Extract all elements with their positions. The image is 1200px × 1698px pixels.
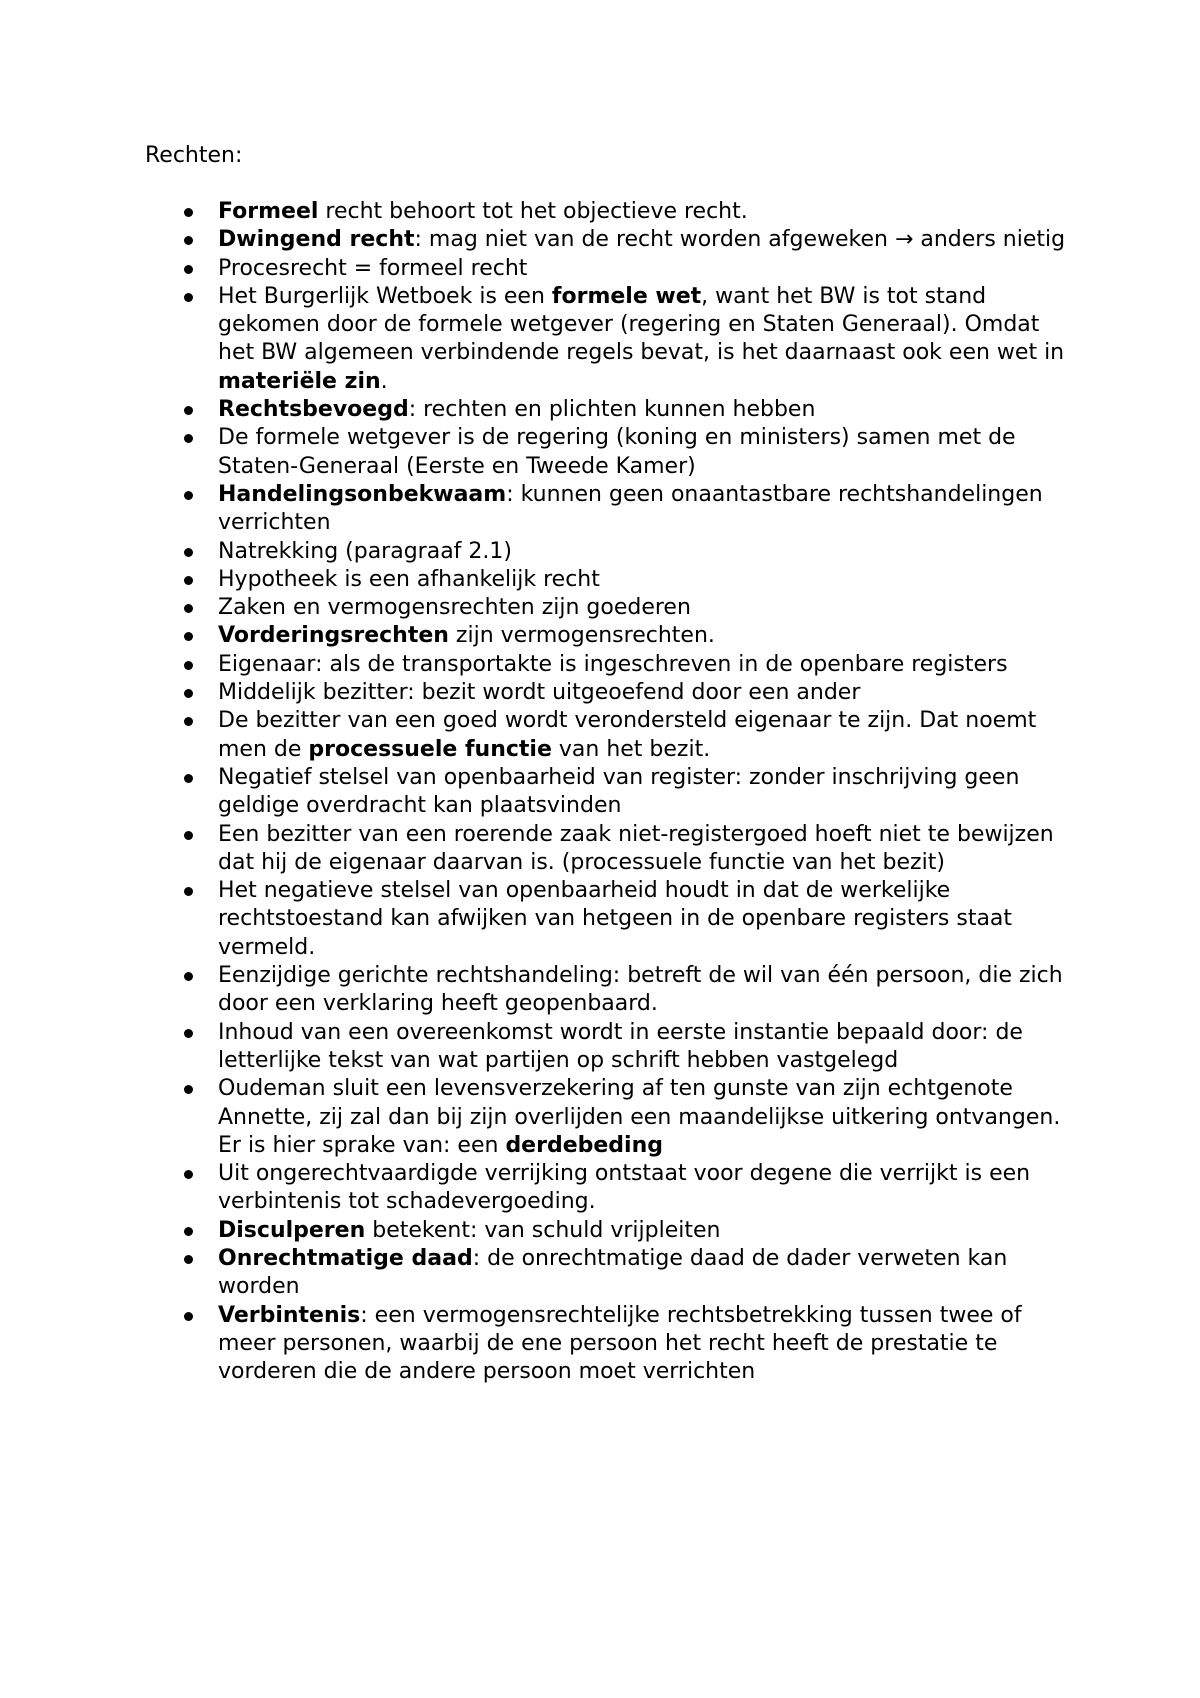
bullet-icon: [184, 632, 193, 641]
text-segment: van het bezit.: [551, 736, 711, 762]
bullet-icon: [184, 434, 193, 443]
bullet-icon: [184, 1227, 193, 1236]
bullet-icon: [184, 491, 193, 500]
list-item-text: [218, 256, 527, 281]
list-item-text: [218, 680, 860, 705]
list-item: [0, 622, 1200, 650]
text-segment: : rechten en plichten kunnen hebben: [408, 397, 816, 423]
text-segment: Uit ongerechtvaardigde verrijking ontstaat voor degene die verrijkt is een verbintenis tot schadevergoeding.: [218, 1161, 1031, 1215]
bullet-icon: [184, 293, 193, 302]
list-item: [0, 1160, 1200, 1217]
text-segment: Hypotheek is een afhankelijk recht: [218, 566, 600, 592]
text-segment: Inhoud van een overeenkomst wordt in eerste instantie bepaald door: de letterlijke tekst van wat partijen op schrift hebben vastgelegd: [218, 1019, 1023, 1073]
list-item: [0, 1019, 1200, 1076]
list-item-text: [218, 284, 1064, 394]
list-item-text: [218, 1246, 1007, 1299]
bullet-icon: [184, 548, 193, 557]
bullet-icon: [184, 717, 193, 726]
list-item: [0, 283, 1200, 396]
bullet-icon: [184, 774, 193, 783]
text-segment: : een vermogensrechtelijke rechtsbetrekking tussen twee of meer personen, waarbij de ene persoon het recht heeft de prestatie te vorderen die de andere persoon moet verrichten: [218, 1302, 1022, 1385]
list-item: [0, 1245, 1200, 1302]
bullet-icon: [184, 236, 193, 245]
list-item-text: [218, 1020, 1023, 1073]
bullet-icon: [184, 972, 193, 981]
list-item: [0, 255, 1200, 283]
text-segment: : mag niet van de recht worden afgeweken: [414, 227, 895, 253]
bold-term: Rechtsbevoegd: [218, 397, 409, 423]
text-segment: Procesrecht = formeel recht: [218, 255, 528, 281]
text-segment: : de onrechtmatige daad de dader verweten kan worden: [218, 1245, 1008, 1300]
bullet-icon: [184, 689, 193, 698]
list-item: [0, 566, 1200, 594]
list-item-text: [218, 623, 715, 648]
bullet-icon: [184, 1170, 193, 1179]
list-item-text: [218, 652, 1008, 677]
list-item-text: [218, 1218, 720, 1243]
text-segment: Eenzijdige gerichte rechtshandeling: betreft de wil van één persoon, die zich door een verklaring heeft geopenbaard.: [218, 963, 1063, 1017]
text-segment: De bezitter van een goed wordt verondersteld eigenaar te zijn. Dat noemt men de: [218, 708, 1037, 762]
list-item: [0, 424, 1200, 481]
bold-term: Dwingend recht: [218, 227, 415, 253]
list-item: [0, 481, 1200, 538]
list-item: [0, 226, 1200, 254]
text-segment: Een bezitter van een roerende zaak niet-registergoed hoeft niet te bewijzen dat hij de eigenaar daarvan is. (processuele functie van het bezit): [218, 821, 1054, 875]
list-item-text: [218, 1161, 1030, 1214]
text-segment: zijn vermogensrechten.: [448, 623, 715, 649]
list-item-text: [218, 765, 1019, 818]
bold-term: Onrechtmatige daad: [218, 1245, 473, 1271]
list-item: [0, 877, 1200, 962]
bullet-icon: [184, 887, 193, 896]
text-segment: Natrekking (paragraaf 2.1): [218, 538, 512, 564]
bullet-icon: [184, 1255, 193, 1264]
list-item: [0, 707, 1200, 764]
bullet-list: [0, 198, 1200, 1386]
list-item-text: [218, 878, 1012, 960]
text-segment: Het Burgerlijk Wetboek is een: [218, 283, 552, 309]
list-item: [0, 1075, 1200, 1160]
list-item-text: [218, 822, 1054, 875]
bullet-icon: [184, 1312, 193, 1321]
bullet-icon: [184, 406, 193, 415]
text-segment: , want het BW is tot stand gekomen door de formele wetgever (regering en Staten Generaal). Omdat het BW algemeen verbindende regels bevat, is het daarnaast ook een wet in: [218, 283, 1065, 366]
text-segment: betekent: van schuld vrijpleiten: [365, 1217, 721, 1243]
list-item-text: [218, 1303, 1022, 1385]
list-item-text: [218, 425, 1016, 478]
text-segment: Eigenaar: als de transportakte is ingeschreven in de openbare registers: [218, 651, 1008, 677]
list-item: [0, 821, 1200, 878]
text-segment: De formele wetgever is de regering (koning en ministers) samen met de Staten-Generaal (Eerste en Tweede Kamer): [218, 425, 1016, 479]
bullet-icon: [184, 208, 193, 217]
text-segment: : kunnen geen onaantastbare rechtshandelingen verrichten: [218, 481, 1043, 536]
bullet-icon: [184, 661, 193, 670]
bold-term: Formeel: [218, 199, 319, 224]
text-segment: anders nietig: [913, 227, 1066, 253]
list-item-text: [218, 227, 1065, 252]
list-item: [0, 1302, 1200, 1387]
bold-term: Handelingsonbekwaam: [218, 481, 507, 507]
list-item-text: [218, 963, 1063, 1016]
bullet-icon: [184, 604, 193, 613]
bold-term: Verbintenis: [218, 1302, 361, 1328]
list-item: [0, 594, 1200, 622]
text-segment: Oudeman sluit een levensverzekering af ten gunste van zijn echtgenote Annette, zij zal dan bij zijn overlijden een maandelijkse uitkering ontvangen. Er is hier sprake van: een: [218, 1076, 1061, 1158]
list-item-text: [218, 567, 600, 592]
text-segment: Het negatieve stelsel van openbaarheid houdt in dat de werkelijke rechtstoestand kan afwijken van hetgeen in de openbare registers staat vermeld.: [218, 878, 1013, 960]
list-item-text: [218, 539, 512, 564]
bold-term: processuele functie: [308, 736, 552, 762]
bold-term: Vorderingsrechten: [218, 623, 449, 649]
arrow-right-icon: →: [894, 227, 914, 253]
list-item-text: [218, 708, 1036, 761]
text-segment: Middelijk bezitter: bezit wordt uitgeoefend door een ander: [218, 680, 861, 706]
list-item-text: [218, 199, 748, 224]
text-segment: Negatief stelsel van openbaarheid van register: zonder inschrijving geen geldige overdracht kan plaatsvinden: [218, 764, 1020, 819]
text-segment: Zaken en vermogensrechten zijn goederen: [218, 595, 691, 621]
bullet-icon: [184, 265, 193, 274]
list-item: [0, 396, 1200, 424]
list-item: [0, 679, 1200, 707]
bold-term: derdebeding: [505, 1132, 663, 1158]
list-item: [0, 538, 1200, 566]
list-item-text: [218, 397, 815, 422]
list-item-text: [218, 1076, 1060, 1158]
bullet-icon: [184, 1029, 193, 1038]
list-item-text: [218, 482, 1043, 535]
bold-term: materiële zin: [218, 368, 381, 394]
text-segment: recht behoort tot het objectieve recht.: [318, 199, 748, 224]
list-item-text: [218, 595, 691, 620]
bullet-icon: [184, 1085, 193, 1094]
bold-term: Disculperen: [218, 1217, 366, 1243]
list-item: [0, 1217, 1200, 1245]
bullet-icon: [184, 576, 193, 585]
list-item: [0, 962, 1200, 1019]
document-title: Rechten:: [145, 143, 243, 168]
list-item: [0, 764, 1200, 821]
bullet-icon: [184, 831, 193, 840]
list-item: [0, 651, 1200, 679]
list-item: [0, 198, 1200, 226]
text-segment: .: [380, 368, 388, 394]
bold-term: formele wet: [551, 283, 702, 309]
